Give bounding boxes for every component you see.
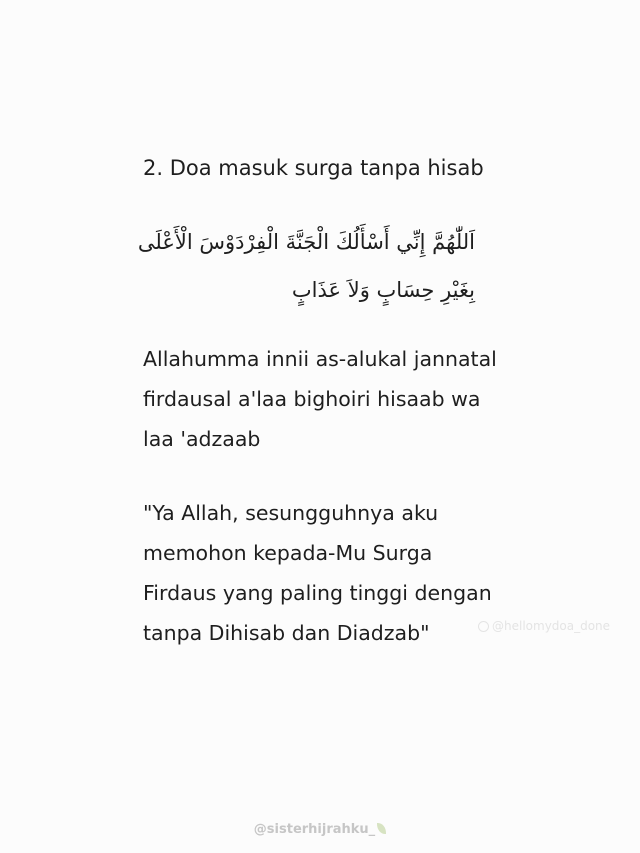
transliteration-line-3: laa 'adzaab xyxy=(143,427,261,451)
translation-line-3: Firdaus yang paling tinggi dengan xyxy=(143,581,492,605)
translation-line-1: "Ya Allah, sesungguhnya aku xyxy=(143,501,439,525)
transliteration-text xyxy=(143,339,497,459)
arabic-prayer-text xyxy=(137,218,475,314)
arabic-line-1: اَللّٰهُمَّ إِنِّي أَسْأَلُكَ الْجَنَّةَ الْفِرْدَوْسَ الْأَعْلَى xyxy=(137,230,475,254)
translation-line-2: memohon kepada-Mu Surga xyxy=(143,541,433,565)
arabic-line-2: بِغَيْرِ حِسَابٍ وَلاَ عَذَابٍ xyxy=(291,278,475,302)
translation-text xyxy=(143,493,492,653)
tiktok-icon xyxy=(478,621,489,632)
leaf-icon xyxy=(377,823,386,834)
watermark-text: @hellomydoa_done xyxy=(492,619,611,633)
transliteration-line-2: firdausal a'laa bighoiri hisaab wa xyxy=(143,387,481,411)
translation-line-4: tanpa Dihisab dan Diadzab" xyxy=(143,621,430,645)
footer-handle-text: @sisterhijrahku_ xyxy=(253,822,376,837)
tiktok-watermark xyxy=(478,619,610,633)
transliteration-line-1: Allahumma innii as-alukal jannatal xyxy=(143,347,497,371)
footer-handle xyxy=(0,822,640,837)
prayer-title: 2. Doa masuk surga tanpa hisab xyxy=(143,156,484,180)
